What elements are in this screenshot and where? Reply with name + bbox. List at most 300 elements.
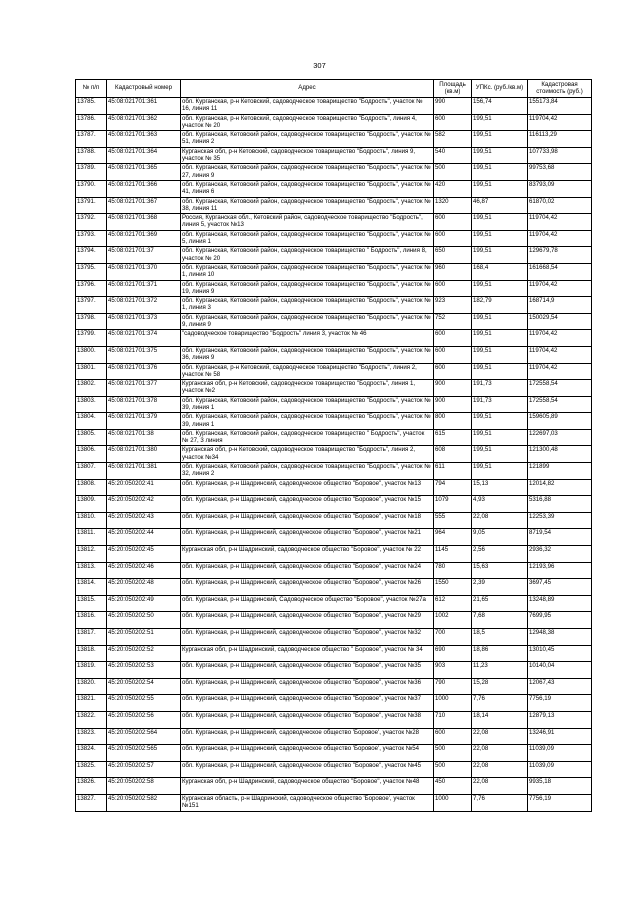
- cell-cost: 161668,54: [528, 263, 592, 280]
- cell-address: обл. Курганская, Кетовский район, садоводческое товарищество "Бодрость", участок № 39, линия 1: [181, 396, 434, 413]
- cell-address: обл. Курганская, Кетовский район, садоводческое товарищество "Бодрость", участок № 51, линия 2: [181, 131, 434, 148]
- cell-upks: 199,51: [472, 114, 528, 131]
- table-body: [76, 98, 592, 812]
- cell-cadastral-number: 45:20:050202:45: [107, 546, 181, 563]
- cell-upks: 199,51: [472, 180, 528, 197]
- cell-address: обл. Курганская, р-н Шадринский, садоводческое общество "Боровое", участок №24: [181, 562, 434, 579]
- cell-num: 13822.: [76, 711, 107, 728]
- cell-area: 540: [434, 147, 472, 164]
- cell-num: 13817.: [76, 629, 107, 646]
- cell-cost: 9935,18: [528, 778, 592, 795]
- table-row: [76, 131, 592, 148]
- header-address: Адрес: [181, 80, 434, 98]
- cell-area: 923: [434, 297, 472, 314]
- cell-cost: 121899: [528, 463, 592, 480]
- cell-address: обл. Курганская, Кетовский район, садоводческое товарищество "Бодрость", участок № 1, линия 10: [181, 263, 434, 280]
- cell-upks: 199,51: [472, 429, 528, 446]
- table-row: [76, 463, 592, 480]
- cell-address: обл. Курганская, р-н Шадринский, садоводческое общество "Боровое", участок №37: [181, 695, 434, 712]
- cell-cadastral-number: 45:08:021701:372: [107, 297, 181, 314]
- cell-area: 500: [434, 164, 472, 181]
- cell-upks: 15,28: [472, 678, 528, 695]
- cell-upks: 22,08: [472, 778, 528, 795]
- cell-area: 600: [434, 346, 472, 363]
- cell-cadastral-number: 45:08:021701:373: [107, 313, 181, 330]
- cell-address: обл. Курганская, р-н Кетовский, садоводческое товарищество "Бодрость", линия 2, участок № 58: [181, 363, 434, 380]
- cell-upks: 199,51: [472, 247, 528, 264]
- cell-num: 13819.: [76, 662, 107, 679]
- cell-upks: 11,23: [472, 662, 528, 679]
- cell-area: 600: [434, 230, 472, 247]
- cell-cost: 116113,29: [528, 131, 592, 148]
- cell-cadastral-number: 45:08:021701:380: [107, 446, 181, 463]
- cell-cost: 119704,42: [528, 280, 592, 297]
- cell-area: 611: [434, 463, 472, 480]
- cell-area: 710: [434, 711, 472, 728]
- cell-cadastral-number: 45:20:050202:42: [107, 496, 181, 513]
- cell-upks: 22,08: [472, 761, 528, 778]
- cell-num: 13800.: [76, 346, 107, 363]
- cell-upks: 156,74: [472, 98, 528, 115]
- cell-cost: 12879,13: [528, 711, 592, 728]
- cell-cadastral-number: 45:20:050202:46: [107, 562, 181, 579]
- cell-num: 13790.: [76, 180, 107, 197]
- cell-area: 1002: [434, 612, 472, 629]
- cell-num: 13787.: [76, 131, 107, 148]
- cell-num: 13793.: [76, 230, 107, 247]
- cell-address: обл. Курганская, р-н Шадринский, садоводческое общество "Боровое", участок №13: [181, 479, 434, 496]
- table-row: [76, 579, 592, 596]
- cell-num: 13807.: [76, 463, 107, 480]
- cell-num: 13814.: [76, 579, 107, 596]
- cell-upks: 22,08: [472, 728, 528, 745]
- cell-upks: 22,08: [472, 512, 528, 529]
- cell-area: 794: [434, 479, 472, 496]
- cell-num: 13818.: [76, 645, 107, 662]
- cell-upks: 199,51: [472, 214, 528, 231]
- table-row: [76, 114, 592, 131]
- cell-address: обл. Курганская, р-н Шадринский, садоводческое общество "Боровое", участок №15: [181, 496, 434, 513]
- cell-area: 780: [434, 562, 472, 579]
- cell-num: 13792.: [76, 214, 107, 231]
- cell-cost: 119704,42: [528, 230, 592, 247]
- cell-area: 960: [434, 263, 472, 280]
- table-row: [76, 479, 592, 496]
- cell-num: 13798.: [76, 313, 107, 330]
- cell-num: 13809.: [76, 496, 107, 513]
- cell-cost: 12193,96: [528, 562, 592, 579]
- cell-address: обл. Курганская, р-н Кетовский, садоводческое товарищество "Бодрость", линия 4, участок № 20: [181, 114, 434, 131]
- table-row: [76, 197, 592, 214]
- cell-cost: 13246,91: [528, 728, 592, 745]
- table-row: [76, 98, 592, 115]
- cell-num: 13795.: [76, 263, 107, 280]
- header-area: Площадь (кв.м): [434, 80, 472, 98]
- cell-upks: 199,51: [472, 363, 528, 380]
- table-row: [76, 778, 592, 795]
- page-number: 307: [313, 61, 326, 70]
- cell-cost: 61870,02: [528, 197, 592, 214]
- cell-num: 13788.: [76, 147, 107, 164]
- cell-upks: 199,51: [472, 280, 528, 297]
- table-row: [76, 794, 592, 811]
- cell-area: 1079: [434, 496, 472, 513]
- cell-upks: 199,51: [472, 147, 528, 164]
- cell-num: 13815.: [76, 595, 107, 612]
- cell-num: 13826.: [76, 778, 107, 795]
- cell-cadastral-number: 45:08:021701:379: [107, 413, 181, 430]
- cell-upks: 199,51: [472, 346, 528, 363]
- cell-cost: 12067,43: [528, 678, 592, 695]
- cell-address: Курганская обл, р-н Шадринский, садоводческое общество "Боровое", участок №48: [181, 778, 434, 795]
- cell-cost: 7756,19: [528, 794, 592, 811]
- cell-cadastral-number: 45:08:021701:367: [107, 197, 181, 214]
- cell-num: 13816.: [76, 612, 107, 629]
- header-upks: УПКс. (руб./кв.м): [472, 80, 528, 98]
- cadastral-table: [75, 79, 592, 812]
- cell-area: 450: [434, 778, 472, 795]
- table-row: [76, 180, 592, 197]
- cell-address: обл. Курганская, р-н Кетовский, садоводческое товарищество "Бодрость", участок № 16, линия 11: [181, 98, 434, 115]
- table-row: [76, 728, 592, 745]
- cell-cost: 150029,54: [528, 313, 592, 330]
- cell-cost: 83793,09: [528, 180, 592, 197]
- cell-address: обл. Курганская, р-н Шадринский, Садоводческое общество "Боровое", участок №27а: [181, 595, 434, 612]
- cell-upks: 199,51: [472, 330, 528, 347]
- cell-cost: 129679,78: [528, 247, 592, 264]
- cell-upks: 168,4: [472, 263, 528, 280]
- cell-num: 13789.: [76, 164, 107, 181]
- cell-area: 600: [434, 363, 472, 380]
- table-row: [76, 247, 592, 264]
- cell-address: обл. Курганская, р-н Шадринский, садоводческое общество 'Боровое', участок №28: [181, 728, 434, 745]
- cell-upks: 199,51: [472, 313, 528, 330]
- cell-area: 615: [434, 429, 472, 446]
- table-header-row: [76, 80, 592, 98]
- cell-upks: 15,13: [472, 479, 528, 496]
- cell-address: обл. Курганская, Кетовский район, садоводческое товарищество " Бодрость", линия 8, участок № 20: [181, 247, 434, 264]
- table-row: [76, 496, 592, 513]
- cell-cadastral-number: 45:20:050202:48: [107, 579, 181, 596]
- cell-address: обл. Курганская, Кетовский район, садоводческое товарищество "Бодрость", участок № 32, линия 2: [181, 463, 434, 480]
- cell-address: обл. Курганская, р-н Шадринский, садоводческое общество "Боровое", участок №35: [181, 662, 434, 679]
- cell-address: обл. Курганская, р-н Шадринский, садоводческое общество "Боровое", участок №36: [181, 678, 434, 695]
- cell-address: обл. Курганская, р-н Шадринский, садоводческое общество "Боровое", участок №29: [181, 612, 434, 629]
- cell-cadastral-number: 45:20:050202:58: [107, 778, 181, 795]
- table-row: [76, 280, 592, 297]
- cell-area: 582: [434, 131, 472, 148]
- cell-area: 612: [434, 595, 472, 612]
- cell-address: Курганская обл, р-н Шадринский, садоводческое общество " Боровое", участок № 34: [181, 645, 434, 662]
- cell-cost: 3697,45: [528, 579, 592, 596]
- cell-num: 13799.: [76, 330, 107, 347]
- cell-cadastral-number: 45:08:021701:369: [107, 230, 181, 247]
- cell-cost: 10140,04: [528, 662, 592, 679]
- cell-num: 13806.: [76, 446, 107, 463]
- cell-cadastral-number: 45:08:021701:365: [107, 164, 181, 181]
- cell-upks: 2,56: [472, 546, 528, 563]
- cell-upks: 7,76: [472, 794, 528, 811]
- cell-cost: 172558,54: [528, 380, 592, 397]
- cell-cost: 12014,82: [528, 479, 592, 496]
- cell-upks: 199,51: [472, 446, 528, 463]
- cell-upks: 191,73: [472, 396, 528, 413]
- cell-address: Курганская область, р-н Шадринский, садоводческое общество 'Боровое', участок №151: [181, 794, 434, 811]
- cell-num: 13827.: [76, 794, 107, 811]
- cell-area: 500: [434, 745, 472, 762]
- cell-cadastral-number: 45:20:050202:51: [107, 629, 181, 646]
- cell-num: 13796.: [76, 280, 107, 297]
- cell-area: 690: [434, 645, 472, 662]
- cell-cadastral-number: 45:08:021701:368: [107, 214, 181, 231]
- cell-cost: 119704,42: [528, 214, 592, 231]
- cell-address: обл. Курганская, Кетовский район, садоводческое товарищество " Бодрость", участок № 27, 3 линия: [181, 429, 434, 446]
- cell-address: обл. Курганская, Кетовский район, садоводческое товарищество "Бодрость", участок № 36, линия 9: [181, 346, 434, 363]
- cell-cost: 13010,45: [528, 645, 592, 662]
- cell-cadastral-number: 45:08:021701:366: [107, 180, 181, 197]
- cell-cost: 119704,42: [528, 346, 592, 363]
- cell-address: обл. Курганская, Кетовский район, садоводческое товарищество "Бодрость", участок № 9, линия 9: [181, 313, 434, 330]
- cell-cadastral-number: 45:08:021701:375: [107, 346, 181, 363]
- cell-cost: 119704,42: [528, 363, 592, 380]
- table-row: [76, 346, 592, 363]
- header-cadastral: Кадастровый номер: [107, 80, 181, 98]
- cell-cadastral-number: 45:08:021701:370: [107, 263, 181, 280]
- cell-area: 900: [434, 396, 472, 413]
- cell-address: обл. Курганская, Кетовский район, садоводческое товарищество "Бодрость", участок № 39, линия 1: [181, 413, 434, 430]
- cell-upks: 22,08: [472, 745, 528, 762]
- cell-num: 13801.: [76, 363, 107, 380]
- table-row: [76, 363, 592, 380]
- cell-num: 13786.: [76, 114, 107, 131]
- cell-cadastral-number: 45:08:021701:376: [107, 363, 181, 380]
- cell-area: 420: [434, 180, 472, 197]
- cell-num: 13805.: [76, 429, 107, 446]
- table-row: [76, 662, 592, 679]
- cell-area: 1320: [434, 197, 472, 214]
- cell-cost: 5316,88: [528, 496, 592, 513]
- cell-upks: 9,05: [472, 529, 528, 546]
- cell-area: 700: [434, 629, 472, 646]
- cell-address: Россия, Курганская обл., Кетовский район, садоводческое товарищество "Бодрость", линия 5, участок №13: [181, 214, 434, 231]
- cell-upks: 18,5: [472, 629, 528, 646]
- cell-cadastral-number: 45:08:021701:38: [107, 429, 181, 446]
- cell-area: 1000: [434, 794, 472, 811]
- cell-num: 13824.: [76, 745, 107, 762]
- cell-cadastral-number: 45:08:021701:37: [107, 247, 181, 264]
- cell-num: 13813.: [76, 562, 107, 579]
- cell-area: 752: [434, 313, 472, 330]
- table-row: [76, 396, 592, 413]
- cell-num: 13797.: [76, 297, 107, 314]
- cell-num: 13804.: [76, 413, 107, 430]
- cell-upks: 182,79: [472, 297, 528, 314]
- cell-address: обл. Курганская, р-н Шадринский, садоводческое общество "Боровое", участок №38: [181, 711, 434, 728]
- cell-upks: 199,51: [472, 463, 528, 480]
- cell-cadastral-number: 45:20:050202:582: [107, 794, 181, 811]
- cell-cadastral-number: 45:20:050202:43: [107, 512, 181, 529]
- cell-area: 555: [434, 512, 472, 529]
- cell-address: обл. Курганская, Кетовский район, садоводческое товарищество "Бодрость", участок № 38, линия 11: [181, 197, 434, 214]
- cell-address: Курганская обл, р-н Кетовский, садоводческое товарищество "Бодрость", линия 2, участок №34: [181, 446, 434, 463]
- cell-num: 13785.: [76, 98, 107, 115]
- table-row: [76, 645, 592, 662]
- cell-area: 600: [434, 280, 472, 297]
- table-row: [76, 263, 592, 280]
- cell-address: обл. Курганская, р-н Шадринский, садоводческое общество "Боровое", участок №26: [181, 579, 434, 596]
- cell-num: 13821.: [76, 695, 107, 712]
- table-row: [76, 380, 592, 397]
- cell-address: обл. Курганская, р-н Шадринский, садоводческое общество "Боровое", участок №18: [181, 512, 434, 529]
- cell-cadastral-number: 45:08:021701:364: [107, 147, 181, 164]
- cell-area: 600: [434, 330, 472, 347]
- table-row: [76, 711, 592, 728]
- cell-cadastral-number: 45:20:050202:55: [107, 695, 181, 712]
- table-row: [76, 562, 592, 579]
- cell-cost: 119704,42: [528, 330, 592, 347]
- cell-cost: 7756,19: [528, 695, 592, 712]
- table-row: [76, 330, 592, 347]
- header-num: № п/п: [76, 80, 107, 98]
- cell-address: Курганская обл, р-н Кетовский, садоводческое товарищество "Бодрость", линия 9, участок № 35: [181, 147, 434, 164]
- cell-cost: 172558,54: [528, 396, 592, 413]
- cell-upks: 18,86: [472, 645, 528, 662]
- cell-cadastral-number: 45:20:050202:50: [107, 612, 181, 629]
- table-row: [76, 745, 592, 762]
- cell-cadastral-number: 45:20:050202:52: [107, 645, 181, 662]
- cell-address: обл. Курганская, р-н Шадринский, садоводческое общество 'Боровое', участок №54: [181, 745, 434, 762]
- cell-upks: 191,73: [472, 380, 528, 397]
- cell-num: 13808.: [76, 479, 107, 496]
- table-row: [76, 446, 592, 463]
- cell-area: 600: [434, 728, 472, 745]
- cell-cadastral-number: 45:20:050202:54: [107, 678, 181, 695]
- cell-num: 13803.: [76, 396, 107, 413]
- cell-area: 900: [434, 380, 472, 397]
- cell-cadastral-number: 45:20:050202:56: [107, 711, 181, 728]
- table-row: [76, 429, 592, 446]
- table-row: [76, 413, 592, 430]
- cell-cadastral-number: 45:08:021701:363: [107, 131, 181, 148]
- cell-num: 13825.: [76, 761, 107, 778]
- cell-cadastral-number: 45:20:050202:565: [107, 745, 181, 762]
- cell-area: 1000: [434, 695, 472, 712]
- cell-cadastral-number: 45:08:021701:374: [107, 330, 181, 347]
- cell-cost: 7699,95: [528, 612, 592, 629]
- cell-upks: 46,87: [472, 197, 528, 214]
- cell-cost: 11039,09: [528, 745, 592, 762]
- cell-num: 13823.: [76, 728, 107, 745]
- cell-num: 13811.: [76, 529, 107, 546]
- cell-area: 600: [434, 114, 472, 131]
- cell-cost: 12253,39: [528, 512, 592, 529]
- cell-address: обл. Курганская, р-н Шадринский, садоводческое общество "Боровое", участок №21: [181, 529, 434, 546]
- cell-cost: 11039,09: [528, 761, 592, 778]
- cell-address: обл. Курганская, Кетовский район, садоводческое товарищество "Бодрость", участок № 41, линия 6: [181, 180, 434, 197]
- cell-upks: 7,76: [472, 695, 528, 712]
- cell-area: 600: [434, 214, 472, 231]
- cell-cadastral-number: 45:20:050202:57: [107, 761, 181, 778]
- table-row: [76, 761, 592, 778]
- cell-upks: 4,93: [472, 496, 528, 513]
- cell-upks: 199,51: [472, 164, 528, 181]
- cell-num: 13802.: [76, 380, 107, 397]
- cell-cost: 119704,42: [528, 114, 592, 131]
- cell-area: 500: [434, 761, 472, 778]
- header-cost: Кадастровая стоимость (руб.): [528, 80, 592, 98]
- table-row: [76, 214, 592, 231]
- table-row: [76, 297, 592, 314]
- cell-cadastral-number: 45:20:050202:41: [107, 479, 181, 496]
- cell-cost: 12948,38: [528, 629, 592, 646]
- table-row: [76, 678, 592, 695]
- cell-num: 13812.: [76, 546, 107, 563]
- cell-area: 1145: [434, 546, 472, 563]
- cell-area: 990: [434, 98, 472, 115]
- cell-area: 1550: [434, 579, 472, 596]
- cell-address: Курганская обл, р-н Кетовский, садоводческое товарищество "Бодрость", линия 1, участок №2: [181, 380, 434, 397]
- table-row: [76, 612, 592, 629]
- cell-upks: 199,51: [472, 413, 528, 430]
- cell-cadastral-number: 45:20:050202:49: [107, 595, 181, 612]
- cell-upks: 21,65: [472, 595, 528, 612]
- cell-cost: 13248,89: [528, 595, 592, 612]
- cell-cadastral-number: 45:08:021701:362: [107, 114, 181, 131]
- table-row: [76, 529, 592, 546]
- cell-address: обл. Курганская, р-н Шадринский, садоводческое общество "Боровое", участок №45: [181, 761, 434, 778]
- cell-address: обл. Курганская, Кетовский район, садоводческое товарищество "Бодрость", участок № 1, линия 3: [181, 297, 434, 314]
- cell-num: 13810.: [76, 512, 107, 529]
- cell-cost: 159605,89: [528, 413, 592, 430]
- cell-num: 13820.: [76, 678, 107, 695]
- cell-cadastral-number: 45:08:021701:381: [107, 463, 181, 480]
- cell-num: 13794.: [76, 247, 107, 264]
- table-row: [76, 164, 592, 181]
- cell-cost: 121300,48: [528, 446, 592, 463]
- cell-cost: 107733,98: [528, 147, 592, 164]
- cell-cadastral-number: 45:08:021701:371: [107, 280, 181, 297]
- cell-cadastral-number: 45:20:050202:44: [107, 529, 181, 546]
- cell-cadastral-number: 45:08:021701:377: [107, 380, 181, 397]
- cell-upks: 2,39: [472, 579, 528, 596]
- cell-address: Курганская обл, р-н Шадринский, садоводческое общество "Боровое", участок № 22: [181, 546, 434, 563]
- cell-address: обл. Курганская, Кетовский район, садоводческое товарищество "Бодрость", участок № 27, линия 9: [181, 164, 434, 181]
- table-row: [76, 230, 592, 247]
- table-row: [76, 695, 592, 712]
- table-row: [76, 629, 592, 646]
- cell-num: 13791.: [76, 197, 107, 214]
- table-row: [76, 546, 592, 563]
- table-row: [76, 512, 592, 529]
- cell-upks: 199,51: [472, 230, 528, 247]
- cell-cost: 99753,68: [528, 164, 592, 181]
- cell-cost: 122697,03: [528, 429, 592, 446]
- cell-cost: 168714,9: [528, 297, 592, 314]
- cell-area: 903: [434, 662, 472, 679]
- cell-upks: 7,68: [472, 612, 528, 629]
- cell-area: 790: [434, 678, 472, 695]
- cell-cadastral-number: 45:20:050202:564: [107, 728, 181, 745]
- table-row: [76, 313, 592, 330]
- cell-address: "садоводческое товарищество "Бодрость" линия 3, участок № 46: [181, 330, 434, 347]
- cell-cost: 2936,32: [528, 546, 592, 563]
- cell-cadastral-number: 45:20:050202:53: [107, 662, 181, 679]
- cell-cost: 155173,84: [528, 98, 592, 115]
- cell-address: обл. Курганская, Кетовский район, садоводческое товарищество "Бодрость", участок № 19, линия 9: [181, 280, 434, 297]
- cell-address: обл. Курганская, Кетовский район, садоводческое товарищество "Бодрость", участок № 5, линия 1: [181, 230, 434, 247]
- table-row: [76, 147, 592, 164]
- cell-upks: 15,63: [472, 562, 528, 579]
